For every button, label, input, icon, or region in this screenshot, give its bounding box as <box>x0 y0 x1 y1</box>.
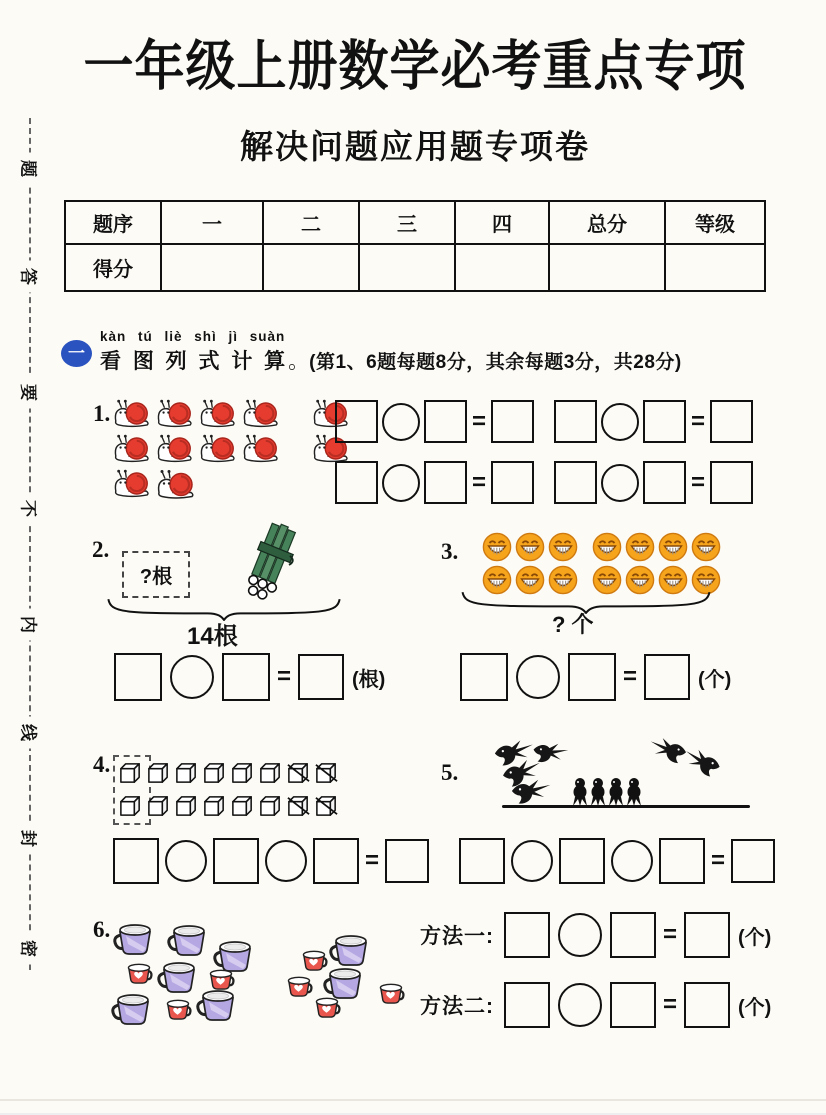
snail-icon <box>241 433 281 464</box>
answer-box[interactable] <box>643 400 686 443</box>
equals-sign: = <box>691 468 706 496</box>
snail-row <box>112 433 354 468</box>
small-cup-icon <box>163 998 192 1021</box>
result-box[interactable] <box>298 654 344 700</box>
large-cup-icon <box>110 990 156 1028</box>
score-cell[interactable] <box>665 244 765 291</box>
smiley-face-icon <box>625 532 655 562</box>
question-6-number: 6. <box>93 917 111 942</box>
score-header-cell: 等级 <box>665 201 765 244</box>
snail-icon <box>112 468 152 499</box>
question-3-number: 3. <box>441 539 459 564</box>
answer-box[interactable] <box>114 653 162 701</box>
operator-circle[interactable] <box>611 840 653 882</box>
answer-box[interactable] <box>610 912 656 958</box>
smiley-face-icon <box>592 532 622 562</box>
answer-box[interactable] <box>313 838 359 884</box>
answer-box[interactable] <box>424 461 467 504</box>
snail-icon <box>112 433 152 464</box>
equation-blank <box>110 838 432 884</box>
equation-blank <box>456 838 778 884</box>
operator-circle[interactable] <box>170 655 214 699</box>
cube-icon <box>118 793 143 818</box>
question-1-number: 1. <box>93 401 111 426</box>
answer-box[interactable] <box>559 838 605 884</box>
seal-char: 内 <box>10 609 51 641</box>
seal-char: 封 <box>10 823 51 855</box>
small-cup-icon <box>376 982 405 1005</box>
result-box[interactable] <box>644 654 690 700</box>
crossed-cube-icon <box>286 793 311 818</box>
cube-icon <box>258 793 283 818</box>
smiley-face-icon <box>548 532 578 562</box>
large-cup-icon <box>195 986 241 1024</box>
question-4-number: 4. <box>93 752 111 777</box>
method-2-row <box>420 982 771 1028</box>
operator-circle[interactable] <box>265 840 307 882</box>
seal-char: 题 <box>10 153 51 185</box>
operator-circle[interactable] <box>558 913 602 957</box>
seal-char: 答 <box>10 261 51 293</box>
crossed-cube-icon <box>286 760 311 785</box>
swallow-icon <box>511 778 553 807</box>
answer-box[interactable] <box>424 400 467 443</box>
equation-blank <box>552 461 755 504</box>
answer-box[interactable] <box>335 400 378 443</box>
answer-box[interactable] <box>643 461 686 504</box>
operator-circle[interactable] <box>601 403 639 441</box>
cube-icon <box>118 760 143 785</box>
result-box[interactable] <box>385 839 429 883</box>
result-box[interactable] <box>684 912 730 958</box>
smiley-face-icon <box>691 532 721 562</box>
equals-sign: = <box>365 847 380 874</box>
score-header-cell: 一 <box>161 201 263 244</box>
answer-box[interactable] <box>459 838 505 884</box>
seal-char: 不 <box>10 493 51 525</box>
unit-label: (个) <box>698 668 732 691</box>
answer-box[interactable] <box>610 982 656 1028</box>
answer-box[interactable] <box>222 653 270 701</box>
answer-box[interactable] <box>504 982 550 1028</box>
smiley-group-left <box>482 532 578 595</box>
score-header-cell: 三 <box>359 201 455 244</box>
score-header-cell: 总分 <box>549 201 665 244</box>
equation-blank <box>333 400 536 443</box>
operator-circle[interactable] <box>516 655 560 699</box>
perched-bird-icon <box>571 777 589 807</box>
equals-sign: = <box>663 991 678 1018</box>
section-pinyin: kàn tú liè shì jì suàn <box>100 329 286 344</box>
cube-icon <box>146 760 171 785</box>
answer-box[interactable] <box>460 653 508 701</box>
operator-circle[interactable] <box>511 840 553 882</box>
score-row-label: 得分 <box>65 244 161 291</box>
score-header-cell: 四 <box>455 201 549 244</box>
equation-blank <box>456 653 731 701</box>
answer-box[interactable] <box>659 838 705 884</box>
smiley-group-right <box>592 532 721 595</box>
answer-box[interactable] <box>554 461 597 504</box>
equals-sign: = <box>472 407 487 435</box>
score-cell[interactable] <box>263 244 359 291</box>
answer-box[interactable] <box>554 400 597 443</box>
method-1-label: 方法一: <box>420 925 494 948</box>
swallow-icon <box>679 744 723 780</box>
page-subtitle: 解决问题应用题专项卷 <box>240 128 590 165</box>
operator-circle[interactable] <box>165 840 207 882</box>
small-cup-icon <box>124 962 153 985</box>
score-header-cell: 二 <box>263 201 359 244</box>
perched-bird-icon <box>589 777 607 807</box>
answer-box[interactable] <box>568 653 616 701</box>
snail-icon <box>112 398 152 429</box>
brace-label: 14根 <box>187 623 238 650</box>
smiley-face-icon <box>482 532 512 562</box>
small-cup-icon <box>284 975 313 998</box>
perched-bird-icon <box>625 777 643 807</box>
method-2-label: 方法二: <box>420 995 494 1018</box>
equation-blank <box>552 400 755 443</box>
question-5-number: 5. <box>441 760 459 785</box>
result-box[interactable] <box>710 461 753 504</box>
cube-icon <box>202 760 227 785</box>
seal-char: 密 <box>10 933 51 965</box>
snail-row <box>112 468 354 503</box>
crossed-cube-icon <box>314 760 339 785</box>
snail-icon <box>241 398 281 429</box>
equals-sign: = <box>711 847 726 874</box>
equals-sign: = <box>691 407 706 435</box>
snail-icon <box>155 398 195 429</box>
brace-label: ? 个 <box>552 612 594 637</box>
result-box[interactable] <box>731 839 775 883</box>
cube-icon <box>174 793 199 818</box>
answer-box[interactable] <box>213 838 259 884</box>
large-cup-icon <box>166 921 212 959</box>
answer-box[interactable] <box>335 461 378 504</box>
cube-icon <box>146 793 171 818</box>
question-1-picture <box>112 398 354 503</box>
question-4-picture <box>118 760 339 818</box>
equation-blank <box>333 461 536 504</box>
score-cell[interactable] <box>359 244 455 291</box>
unit-label: (根) <box>352 668 386 691</box>
operator-circle[interactable] <box>558 983 602 1027</box>
answer-box[interactable] <box>113 838 159 884</box>
cube-icon <box>230 793 255 818</box>
equals-sign: = <box>472 468 487 496</box>
operator-circle[interactable] <box>601 464 639 502</box>
score-cell[interactable] <box>455 244 549 291</box>
operator-circle[interactable] <box>382 464 420 502</box>
small-cup-icon <box>312 996 341 1019</box>
stick-bundle-icon <box>234 516 307 609</box>
cube-icon <box>258 760 283 785</box>
unit-label: (个) <box>738 926 772 949</box>
seal-char: 要 <box>10 377 51 409</box>
smiley-face-icon <box>515 532 545 562</box>
smiley-face-icon <box>658 532 688 562</box>
unit-label: (个) <box>738 996 772 1019</box>
section-one-header <box>100 345 682 375</box>
cube-icon <box>202 793 227 818</box>
cube-icon <box>230 760 255 785</box>
section-one-badge: 一 <box>61 340 92 367</box>
question-2-number: 2. <box>92 537 110 562</box>
result-box[interactable] <box>710 400 753 443</box>
cube-icon <box>174 760 199 785</box>
result-box[interactable] <box>684 982 730 1028</box>
score-header-cell: 题序 <box>65 201 161 244</box>
score-table <box>64 200 766 292</box>
section-note: (第1、6题每题8分，其余每题3分，共28分) <box>309 352 682 373</box>
equals-sign: = <box>623 663 638 690</box>
section-period: 。 <box>288 350 310 373</box>
result-box[interactable] <box>491 461 534 504</box>
equals-sign: = <box>277 663 292 690</box>
score-cell[interactable] <box>161 244 263 291</box>
page-title: 一年级上册数学必考重点专项 <box>83 36 747 97</box>
equals-sign: = <box>663 921 678 948</box>
section-title: 看 图 列 式 计 算 <box>100 350 289 373</box>
snail-row <box>112 398 354 433</box>
snail-icon <box>155 433 195 464</box>
equation-blank <box>110 653 385 701</box>
result-box[interactable] <box>491 400 534 443</box>
perched-bird-icon <box>607 777 625 807</box>
large-cup-icon <box>112 920 158 958</box>
seal-char: 线 <box>10 717 51 749</box>
answer-box[interactable] <box>504 912 550 958</box>
score-cell[interactable] <box>549 244 665 291</box>
method-1-row <box>420 912 771 958</box>
snail-icon <box>198 398 238 429</box>
operator-circle[interactable] <box>382 403 420 441</box>
snail-icon <box>155 468 197 501</box>
snail-icon <box>198 433 238 464</box>
question-mark-box: ?根 <box>122 551 190 598</box>
crossed-cube-icon <box>314 793 339 818</box>
